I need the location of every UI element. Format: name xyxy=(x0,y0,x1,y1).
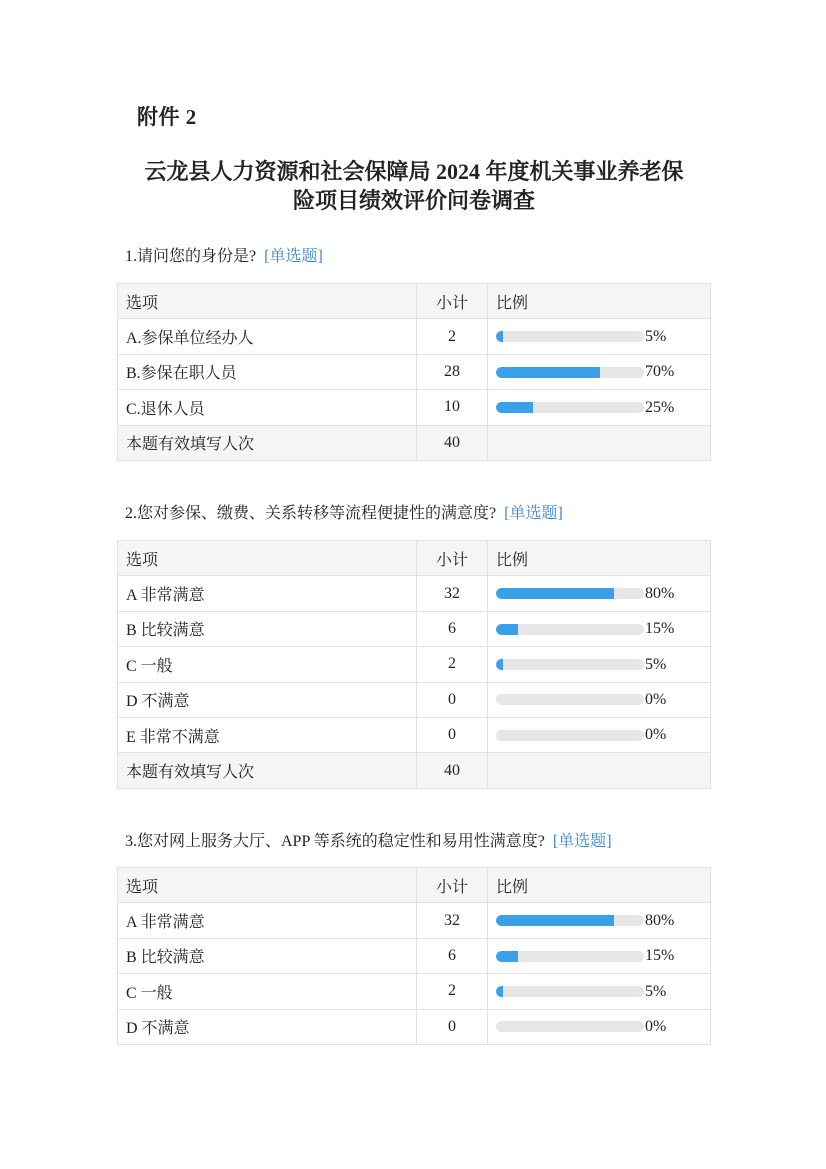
table-row xyxy=(118,319,711,354)
table-header-row xyxy=(118,284,711,319)
ratio-cell xyxy=(488,647,711,682)
option-label: D 不满意 xyxy=(118,682,417,717)
option-label: A 非常满意 xyxy=(118,903,417,938)
ratio-cell xyxy=(488,611,711,646)
option-count: 32 xyxy=(417,903,488,938)
ratio-cell xyxy=(488,938,711,973)
progress-bar xyxy=(496,659,644,670)
ratio-cell xyxy=(488,903,711,938)
header-option: 选项 xyxy=(118,868,417,903)
progress-bar xyxy=(496,694,644,705)
question-text: 2.您对参保、缴费、关系转移等流程便捷性的满意度? xyxy=(125,505,497,522)
attachment-label: 附件 2 xyxy=(137,105,197,129)
progress-bar xyxy=(496,1021,644,1032)
title-line-2: 险项目绩效评价问卷调查 xyxy=(292,188,535,213)
percent-label: 80% xyxy=(645,584,675,602)
option-count: 28 xyxy=(417,354,488,389)
percent-label: 0% xyxy=(645,1017,667,1035)
question-3-table xyxy=(117,867,711,1045)
table-total-row xyxy=(118,753,711,788)
total-count: 40 xyxy=(417,425,488,460)
option-label: B.参保在职人员 xyxy=(118,354,417,389)
question-3 xyxy=(125,828,612,851)
progress-fill xyxy=(496,659,503,670)
option-label: C 一般 xyxy=(118,974,417,1009)
progress-fill xyxy=(496,624,518,635)
progress-bar xyxy=(496,624,644,635)
table-row xyxy=(118,938,711,973)
option-label: E 非常不满意 xyxy=(118,717,417,752)
ratio-cell xyxy=(488,717,711,752)
ratio-cell xyxy=(488,390,711,425)
title-line-1: 云龙县人力资源和社会保障局 2024 年度机关事业养老保 xyxy=(144,159,684,184)
percent-label: 5% xyxy=(645,327,667,345)
header-count: 小计 xyxy=(417,868,488,903)
percent-label: 0% xyxy=(645,690,667,708)
percent-label: 5% xyxy=(645,655,667,673)
table-row xyxy=(118,682,711,717)
table-row xyxy=(118,354,711,389)
table-row xyxy=(118,390,711,425)
option-label: B 比较满意 xyxy=(118,938,417,973)
ratio-cell xyxy=(488,576,711,611)
option-label: A.参保单位经办人 xyxy=(118,319,417,354)
progress-fill xyxy=(496,986,503,997)
table-header-row xyxy=(118,541,711,576)
option-count: 6 xyxy=(417,611,488,646)
table-header-row xyxy=(118,868,711,903)
question-type-tag: [单选题] xyxy=(264,248,323,265)
table-total-row xyxy=(118,425,711,460)
percent-label: 70% xyxy=(645,363,675,381)
table-row xyxy=(118,647,711,682)
header-ratio: 比例 xyxy=(488,541,711,576)
option-count: 2 xyxy=(417,319,488,354)
progress-fill xyxy=(496,951,518,962)
header-count: 小计 xyxy=(417,541,488,576)
option-label: C 一般 xyxy=(118,647,417,682)
question-2 xyxy=(125,500,563,523)
option-count: 0 xyxy=(417,682,488,717)
progress-bar xyxy=(496,951,644,962)
percent-label: 15% xyxy=(645,947,675,965)
table-row xyxy=(118,611,711,646)
option-count: 0 xyxy=(417,717,488,752)
option-label: A 非常满意 xyxy=(118,576,417,611)
option-count: 6 xyxy=(417,938,488,973)
option-count: 32 xyxy=(417,576,488,611)
total-ratio-empty xyxy=(488,753,711,788)
question-2-table xyxy=(117,540,711,789)
ratio-cell xyxy=(488,1009,711,1044)
percent-label: 5% xyxy=(645,982,667,1000)
header-option: 选项 xyxy=(118,541,417,576)
table-row xyxy=(118,717,711,752)
table-row xyxy=(118,974,711,1009)
question-text: 3.您对网上服务大厅、APP 等系统的稳定性和易用性满意度? xyxy=(125,833,545,850)
percent-label: 15% xyxy=(645,620,675,638)
progress-bar xyxy=(496,402,644,413)
option-label: D 不满意 xyxy=(118,1009,417,1044)
progress-fill xyxy=(496,915,614,926)
question-1-table xyxy=(117,283,711,461)
percent-label: 0% xyxy=(645,726,667,744)
progress-bar xyxy=(496,588,644,599)
progress-fill xyxy=(496,588,614,599)
progress-fill xyxy=(496,367,600,378)
option-count: 2 xyxy=(417,647,488,682)
table-row xyxy=(118,903,711,938)
option-count: 10 xyxy=(417,390,488,425)
progress-bar xyxy=(496,331,644,342)
table-row xyxy=(118,576,711,611)
option-label: C.退休人员 xyxy=(118,390,417,425)
total-ratio-empty xyxy=(488,425,711,460)
ratio-cell xyxy=(488,319,711,354)
question-type-tag: [单选题] xyxy=(552,833,612,850)
ratio-cell xyxy=(488,974,711,1009)
table-row xyxy=(118,1009,711,1044)
ratio-cell xyxy=(488,354,711,389)
document-title xyxy=(118,157,710,215)
header-ratio: 比例 xyxy=(488,868,711,903)
total-label: 本题有效填写人次 xyxy=(118,425,417,460)
progress-bar xyxy=(496,915,644,926)
progress-bar xyxy=(496,986,644,997)
option-count: 2 xyxy=(417,974,488,1009)
header-option: 选项 xyxy=(118,284,417,319)
header-ratio: 比例 xyxy=(488,284,711,319)
question-text: 1.请问您的身份是? xyxy=(125,248,257,265)
percent-label: 80% xyxy=(645,911,675,929)
progress-bar xyxy=(496,367,644,378)
ratio-cell xyxy=(488,682,711,717)
progress-bar xyxy=(496,730,644,741)
option-label: B 比较满意 xyxy=(118,611,417,646)
question-1 xyxy=(125,243,323,266)
question-type-tag: [单选题] xyxy=(504,505,563,522)
percent-label: 25% xyxy=(645,398,675,416)
progress-fill xyxy=(496,331,503,342)
header-count: 小计 xyxy=(417,284,488,319)
total-count: 40 xyxy=(417,753,488,788)
option-count: 0 xyxy=(417,1009,488,1044)
total-label: 本题有效填写人次 xyxy=(118,753,417,788)
progress-fill xyxy=(496,402,533,413)
